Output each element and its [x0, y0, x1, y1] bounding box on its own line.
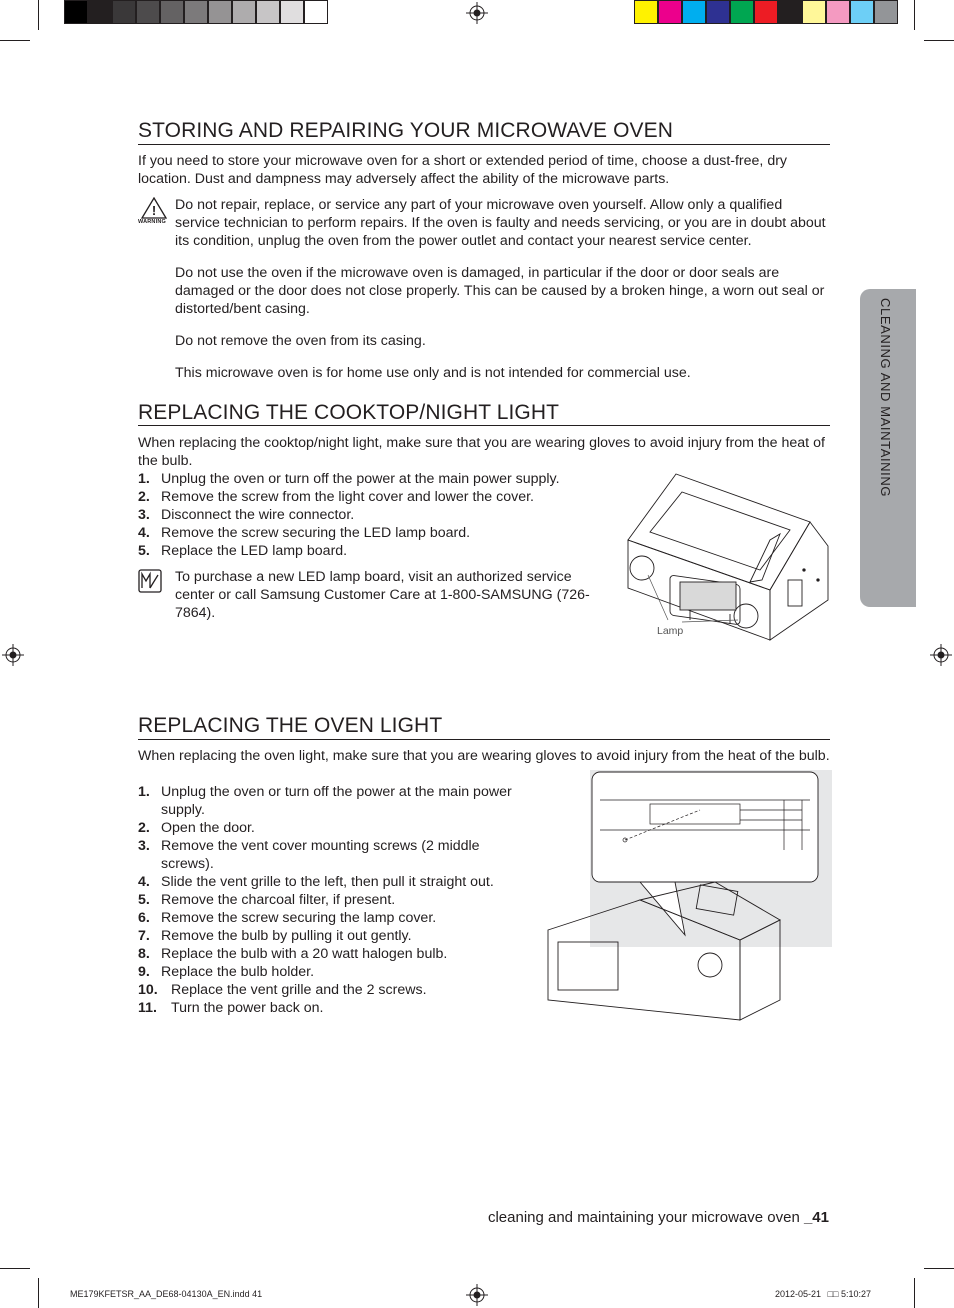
list-item [138, 909, 530, 927]
step-number: 4. [138, 525, 150, 541]
warning-icon [141, 197, 167, 219]
step-text: Slide the vent grille to the left, then pull it straight out. [161, 874, 494, 890]
crop-mark [924, 1268, 954, 1269]
list-item [138, 981, 530, 999]
step-number: 5. [138, 892, 150, 908]
color-swatch [112, 0, 136, 24]
list-item [138, 927, 530, 945]
step-number: 4. [138, 874, 150, 890]
section-tab-label: CLEANING AND MAINTAINING [878, 298, 893, 498]
step-text: Disconnect the wire connector. [161, 507, 355, 523]
warning-text: Do not use the oven if the microwave oven is damaged, in particular if the door or door seals are damaged or the door does not close properly. This can be caused by a broken hinge, a worn out seal or distorted/bent casing. [175, 265, 825, 317]
step-text: Replace the bulb holder. [161, 964, 315, 980]
step-number: 2. [138, 820, 150, 836]
slug-time: 5:10:27 [840, 1289, 871, 1299]
color-swatch [160, 0, 184, 24]
step-text: Unplug the oven or turn off the power at the main power supply. [161, 471, 560, 487]
microwave-underside-illustration [620, 470, 835, 650]
grayscale-color-bar [64, 0, 328, 24]
step-text: Remove the charcoal filter, if present. [161, 892, 396, 908]
step-number: 3. [138, 507, 150, 523]
step-text: Replace the LED lamp board. [161, 543, 348, 559]
note-icon [138, 569, 162, 593]
color-swatch [208, 0, 232, 24]
figure-caption: Lamp [657, 625, 684, 637]
step-number: 10. [138, 982, 158, 998]
list-item [138, 873, 530, 891]
step-text: Replace the bulb with a 20 watt halogen bulb. [161, 946, 448, 962]
registration-mark-icon [930, 644, 952, 666]
svg-text:!: ! [151, 203, 157, 218]
slug-date-value: 2012-05-21 [775, 1289, 822, 1299]
oven-light-illustration [540, 770, 832, 1032]
warning-text: Do not repair, replace, or service any part of your microwave oven yourself. Allow only a qualified service technician to perform repairs. If the oven is faulty and needs servicing, or you are in doubt about its condition, unplug the oven from the power outlet and contact your nearest service center. [175, 197, 826, 249]
list-item [138, 999, 530, 1017]
color-swatch [634, 0, 658, 24]
warning-text: This microwave oven is for home use only and is not intended for commercial use. [175, 365, 691, 381]
step-number: 2. [138, 489, 150, 505]
step-text: Unplug the oven or turn off the power at the main power supply. [161, 784, 512, 818]
registration-mark-icon [466, 1284, 488, 1306]
step-text: Remove the screw from the light cover and lower the cover. [161, 489, 534, 505]
color-swatch [304, 0, 328, 24]
color-swatch [88, 0, 112, 24]
crop-mark [914, 1278, 915, 1308]
cooktop-heading: REPLACING THE COOKTOP/NIGHT LIGHT [138, 401, 560, 424]
step-number: 6. [138, 910, 150, 926]
list-item [138, 506, 608, 524]
color-swatch [682, 0, 706, 24]
note-text: To purchase a new LED lamp board, visit an authorized service center or call Samsung Customer Care at 1-800-SAMSUNG (726-7864). [175, 569, 590, 621]
storing-intro: If you need to store your microwave oven for a short or extended period of time, choose a dust-free, dry location. Dust and dampness may adversely affect the ability of the microwave parts. [138, 153, 788, 187]
color-swatch [826, 0, 850, 24]
color-swatch [706, 0, 730, 24]
color-swatch [874, 0, 898, 24]
crop-mark [924, 40, 954, 41]
step-number: 9. [138, 964, 150, 980]
list-item [138, 963, 530, 981]
heading-rule [138, 144, 830, 145]
step-text: Replace the vent grille and the 2 screws. [171, 982, 427, 998]
color-swatch [232, 0, 256, 24]
step-text: Turn the power back on. [171, 1000, 324, 1016]
footer-text: cleaning and maintaining your microwave oven [487, 1209, 800, 1226]
crop-mark [38, 0, 39, 30]
page-number: _41 [803, 1209, 829, 1226]
step-number: 7. [138, 928, 150, 944]
step-number: 3. [138, 838, 150, 854]
list-item [138, 488, 608, 506]
list-item [138, 470, 608, 488]
color-swatch [658, 0, 682, 24]
list-item [138, 945, 530, 963]
heading-rule [138, 425, 830, 426]
list-item [138, 524, 608, 542]
step-number: 11. [138, 1000, 157, 1016]
color-swatch [136, 0, 160, 24]
color-swatch [184, 0, 208, 24]
cooktop-intro: When replacing the cooktop/night light, make sure that you are wearing gloves to avoid injury from the heat of the bulb. [138, 435, 825, 469]
crop-mark [914, 0, 915, 30]
warning-text: Do not remove the oven from its casing. [175, 333, 426, 349]
color-swatch [754, 0, 778, 24]
list-item [138, 891, 530, 909]
registration-mark-icon [466, 2, 488, 24]
step-text: Remove the screw securing the LED lamp board. [161, 525, 471, 541]
oven-light-intro: When replacing the oven light, make sure that you are wearing gloves to avoid injury from the heat of the bulb. [138, 748, 830, 764]
step-text: Remove the screw securing the lamp cover. [161, 910, 437, 926]
crop-mark [0, 40, 30, 41]
color-swatch [280, 0, 304, 24]
color-swatch [850, 0, 874, 24]
step-text: Remove the vent cover mounting screws (2 middle screws). [161, 838, 480, 872]
list-item [138, 783, 530, 819]
registration-mark-icon [2, 644, 24, 666]
slug-file: ME179KFETSR_AA_DE68-04130A_EN.indd 41 [70, 1289, 263, 1299]
crop-mark [0, 1268, 30, 1269]
color-swatch [778, 0, 802, 24]
step-text: Remove the bulb by pulling it out gently. [161, 928, 412, 944]
list-item [138, 819, 530, 837]
step-number: 8. [138, 946, 150, 962]
step-number: 1. [138, 784, 150, 800]
oven-light-steps [138, 783, 530, 1017]
process-color-bar [634, 0, 898, 24]
oven-light-heading: REPLACING THE OVEN LIGHT [138, 714, 443, 737]
heading-rule [138, 739, 830, 740]
warning-label: WARNING [138, 219, 166, 225]
slug-time-glyph: □□ [827, 1289, 839, 1299]
cooktop-steps [138, 470, 608, 560]
color-swatch [730, 0, 754, 24]
list-item [138, 542, 608, 560]
crop-mark [38, 1278, 39, 1308]
step-number: 5. [138, 543, 150, 559]
list-item [138, 837, 530, 873]
step-text: Open the door. [161, 820, 255, 836]
color-swatch [256, 0, 280, 24]
color-swatch [64, 0, 88, 24]
color-swatch [802, 0, 826, 24]
slug-date [775, 1289, 871, 1299]
page-footer [488, 1209, 829, 1226]
step-number: 1. [138, 471, 150, 487]
storing-heading: STORING AND REPAIRING YOUR MICROWAVE OVEN [138, 119, 674, 142]
